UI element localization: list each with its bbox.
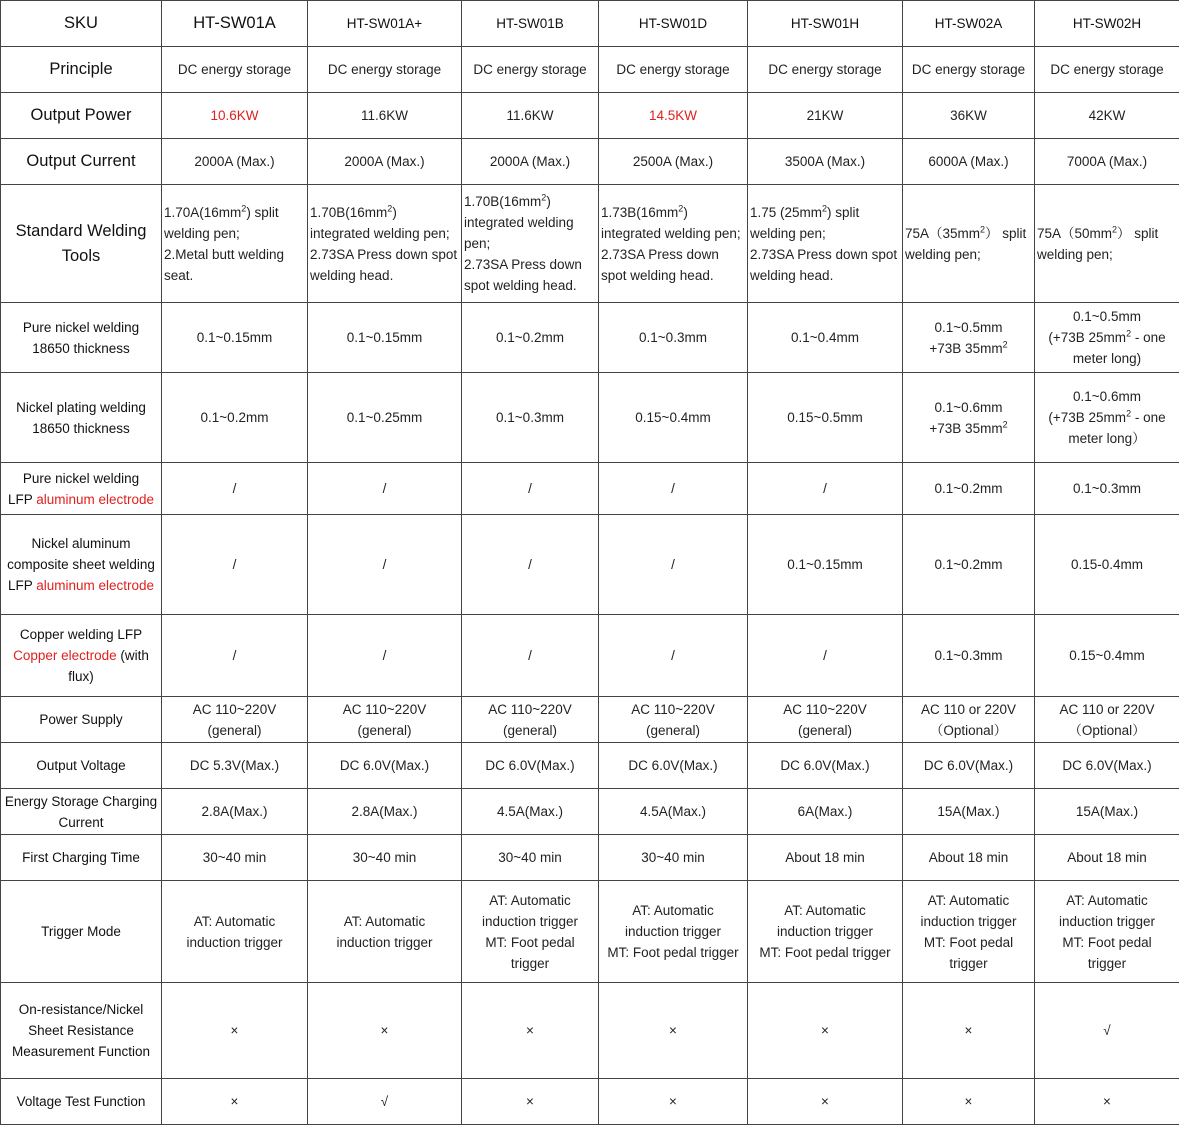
row-sku [1,1,1179,47]
row-label: Output Voltage [1,743,162,789]
row-charging-time [1,835,1179,881]
value-line: 0.1~0.5mm [1073,309,1141,324]
value-line: MT: Foot pedal [1062,934,1152,950]
value-line: AC 110 or 220V [920,701,1017,717]
tool-line: 2.73SA Press down spot welding head. [601,246,719,283]
cell: 0.1~0.3mm [1035,463,1179,515]
cell [903,697,1035,743]
row-label: Output Current [1,139,162,185]
cell: 0.15~0.5mm [748,373,903,463]
cell: / [748,615,903,697]
row-label [1,373,162,463]
value-line: (+73B 25mm [1048,330,1127,345]
tool-line: 1.70B(16mm [310,204,388,220]
cell: 0.1~0.2mm [462,303,599,373]
cell: 7000A (Max.) [1035,139,1179,185]
cell: 0.1~0.15mm [162,303,308,373]
label-line: LFP [7,491,33,507]
cell [748,697,903,743]
value-line: - one [1131,410,1166,425]
cell: 15A(Max.) [1035,789,1179,835]
row-output-power [1,93,1179,139]
cell [462,881,599,983]
cell [599,185,748,303]
label-line: Energy Storage Charging [4,793,158,809]
value-line: 0.1~0.6mm [1073,389,1141,404]
value-line: AC 110~220V [192,701,277,717]
value-line: AT: Automatic [343,913,426,929]
row-label [1,789,162,835]
tool-line: 1.70B(16mm [464,194,542,209]
sku-label: SKU [1,1,162,47]
value-line: induction trigger [1058,913,1156,929]
label-line: 18650 thickness [32,340,130,356]
cell: / [599,615,748,697]
cell: 11.6KW [308,93,462,139]
label-line: On-resistance/Nickel [18,1002,144,1017]
check-mark: √ [308,1079,462,1125]
superscript: 2 [1126,408,1132,419]
label-line: Nickel plating welding [16,399,146,415]
cell: 0.15~0.4mm [1035,615,1179,697]
value-line: (+73B 25mm [1048,410,1127,425]
cell: 0.1~0.2mm [162,373,308,463]
cell [903,881,1035,983]
value-line: trigger [510,955,550,971]
cell: 4.5A(Max.) [599,789,748,835]
cross-mark: × [748,1079,903,1125]
row-on-resistance [1,983,1179,1079]
cell: DC energy storage [1035,47,1179,93]
label-line: composite sheet welding [7,557,155,572]
cell [903,373,1035,463]
value-line: AT: Automatic [193,913,276,929]
row-label: Output Power [1,93,162,139]
cell [462,697,599,743]
cell: 0.1~0.15mm [748,515,903,615]
cell: 15A(Max.) [903,789,1035,835]
label-highlight: aluminum electrode [36,491,155,507]
cell: / [748,463,903,515]
label-line: Sheet Resistance [28,1023,134,1038]
cell: DC 5.3V(Max.) [162,743,308,789]
cell: / [462,515,599,615]
cell: / [462,463,599,515]
cell: / [162,515,308,615]
cell: 0.1~0.4mm [748,303,903,373]
label-line: (with [116,648,149,663]
cell: 2000A (Max.) [462,139,599,185]
label-line: Copper welding LFP [19,627,143,642]
value-line: induction trigger [624,924,722,939]
cross-mark: × [748,983,903,1079]
value-line: (general) [645,722,701,738]
cell [1035,303,1179,373]
row-trigger-mode [1,881,1179,983]
cell: / [308,463,462,515]
cell: 42KW [1035,93,1179,139]
cell: 30~40 min [162,835,308,881]
cell: DC energy storage [599,47,748,93]
row-nickel-plating-18650 [1,373,1179,463]
cross-mark: × [308,983,462,1079]
cell: 30~40 min [308,835,462,881]
row-output-voltage [1,743,1179,789]
tool-line: ) split welding pen; [750,204,860,241]
label-line: Pure nickel welding [22,470,140,486]
cell [903,303,1035,373]
cell [162,697,308,743]
cell: 21KW [748,93,903,139]
cell: DC 6.0V(Max.) [599,743,748,789]
value-line: (general) [207,722,262,738]
tool-line: ) integrated welding pen; [464,194,574,251]
row-power-supply [1,697,1179,743]
cell: 30~40 min [462,835,599,881]
row-label [1,983,162,1079]
cross-mark: × [462,1079,599,1125]
label-line: Measurement Function [11,1044,151,1059]
value-line: - one [1131,330,1166,345]
tool-line: 1.73B(16mm [601,204,679,220]
value-line: trigger [1087,955,1127,971]
model-ht-sw02a: HT-SW02A [903,1,1035,47]
row-label: Principle [1,47,162,93]
superscript: 2 [387,203,393,213]
value-line: AC 110~220V [488,701,572,717]
cell [599,881,748,983]
cell [599,697,748,743]
value-line: +73B 35mm [929,420,1003,436]
superscript: 2 [1112,224,1118,234]
superscript: 2 [1126,328,1132,339]
model-ht-sw02h: HT-SW02H [1035,1,1179,47]
value-line: induction trigger [336,934,433,950]
row-copper-welding [1,615,1179,697]
superscript: 2 [1002,419,1008,429]
tool-line: ) split welding pen; [164,204,279,241]
label-line: Current [58,814,104,830]
tool-line: ) integrated welding pen; [601,204,741,241]
superscript: 2 [1002,339,1008,349]
value-line: 0.1~0.5mm [934,319,1003,335]
row-label: Power Supply [1,697,162,743]
cell: About 18 min [748,835,903,881]
cell [748,881,903,983]
row-principle [1,47,1179,93]
cell: 2.8A(Max.) [308,789,462,835]
value-line: induction trigger [920,913,1017,929]
cell [1035,881,1179,983]
value-line: (general) [357,722,412,738]
cell: / [308,615,462,697]
tool-line: ） split welding pen; [905,225,1027,262]
model-ht-sw01a: HT-SW01A [162,1,308,47]
cell: 6000A (Max.) [903,139,1035,185]
tool-line: 2.Metal butt welding seat. [164,246,285,283]
tool-line: ） split welding pen; [1037,225,1159,262]
cell: / [162,615,308,697]
tool-line: 2.73SA Press down spot welding head. [464,257,582,293]
tool-line: 1.75 (25mm [750,204,823,220]
cell [308,881,462,983]
cross-mark: × [903,1079,1035,1125]
superscript: 2 [541,192,547,203]
superscript: 2 [822,203,828,213]
cell: 0.1~0.2mm [903,463,1035,515]
value-line: induction trigger [481,913,579,929]
model-ht-sw01b: HT-SW01B [462,1,599,47]
value-line: meter long) [1072,351,1142,366]
cell: 0.1~0.2mm [903,515,1035,615]
cell: / [599,515,748,615]
label-line: Pure nickel welding [22,319,140,335]
cell: 2000A (Max.) [308,139,462,185]
row-label [1,615,162,697]
cell: 3500A (Max.) [748,139,903,185]
superscript: 2 [980,224,986,234]
value-line: trigger [949,955,988,971]
row-pure-nickel-lfp [1,463,1179,515]
label-highlight: Copper electrode [13,648,117,663]
label-line: Nickel aluminum [31,536,131,551]
value-line: MT: Foot pedal [485,934,575,950]
value-line: MT: Foot pedal trigger [607,945,739,960]
row-voltage-test [1,1079,1179,1125]
value-line: AT: Automatic [632,903,714,918]
cell: 11.6KW [462,93,599,139]
value-line: MT: Foot pedal [923,934,1014,950]
cross-mark: × [1035,1079,1179,1125]
check-mark: √ [1035,983,1179,1079]
value-line: AC 110 or 220V [1059,701,1155,717]
model-ht-sw01h: HT-SW01H [748,1,903,47]
label-highlight: aluminum electrode [36,578,155,593]
cell [308,185,462,303]
cross-mark: × [462,983,599,1079]
value-line: AC 110~220V [783,701,867,717]
cell: 0.1~0.15mm [308,303,462,373]
cell: About 18 min [903,835,1035,881]
cell: DC 6.0V(Max.) [903,743,1035,789]
cell: 4.5A(Max.) [462,789,599,835]
cross-mark: × [599,983,748,1079]
cell: 36KW [903,93,1035,139]
cell: DC energy storage [308,47,462,93]
row-nickel-aluminum-composite [1,515,1179,615]
value-line: induction trigger [186,934,283,950]
row-label [1,515,162,615]
cell: 2500A (Max.) [599,139,748,185]
cell [903,185,1035,303]
cell: 0.15~0.4mm [599,373,748,463]
tool-line: 2.73SA Press down spot welding head. [750,246,898,283]
cell: DC 6.0V(Max.) [748,743,903,789]
cross-mark: × [903,983,1035,1079]
row-label: Trigger Mode [1,881,162,983]
cell [1035,373,1179,463]
row-label: Voltage Test Function [1,1079,162,1125]
tool-line: 75A（35mm [905,225,981,241]
cell: DC 6.0V(Max.) [462,743,599,789]
cell [748,185,903,303]
value-line: AC 110~220V [342,701,427,717]
cell: 0.1~0.3mm [462,373,599,463]
tool-line: 75A（50mm [1037,225,1113,241]
value-line: AT: Automatic [489,892,571,908]
row-pure-nickel-18650 [1,303,1179,373]
cell: About 18 min [1035,835,1179,881]
row-label [1,303,162,373]
cell: 30~40 min [599,835,748,881]
row-output-current [1,139,1179,185]
cell: / [308,515,462,615]
model-ht-sw01d: HT-SW01D [599,1,748,47]
cross-mark: × [599,1079,748,1125]
cell: / [162,463,308,515]
row-label: Standard Welding Tools [1,185,162,303]
cell: / [599,463,748,515]
value-line: AT: Automatic [927,892,1010,908]
superscript: 2 [241,203,247,213]
value-line: (general) [502,722,558,738]
value-line: +73B 35mm [929,340,1003,356]
tool-line: 1.70A(16mm [164,204,242,220]
cell: 0.1~0.25mm [308,373,462,463]
model-ht-sw01a-plus: HT-SW01A+ [308,1,462,47]
cell [462,185,599,303]
row-charging-current [1,789,1179,835]
cell [162,881,308,983]
tool-line: ) integrated welding pen; [310,204,450,241]
value-line: 0.1~0.6mm [934,399,1003,415]
cross-mark: × [162,983,308,1079]
cell: 2.8A(Max.) [162,789,308,835]
value-line: AC 110~220V [631,701,715,717]
cell: DC 6.0V(Max.) [308,743,462,789]
value-line: AT: Automatic [1066,892,1148,908]
cell-highlight: 14.5KW [599,93,748,139]
cell [1035,697,1179,743]
value-line: AT: Automatic [784,903,866,918]
cell: DC energy storage [903,47,1035,93]
value-line: (general) [797,722,853,738]
cell [308,697,462,743]
label-line: 18650 thickness [32,420,130,436]
cell-highlight: 10.6KW [162,93,308,139]
cell: 2000A (Max.) [162,139,308,185]
cell [162,185,308,303]
value-line: （Optional） [1068,722,1146,738]
row-label: First Charging Time [1,835,162,881]
cell: DC 6.0V(Max.) [1035,743,1179,789]
cell [1035,185,1179,303]
cell: DC energy storage [162,47,308,93]
value-line: MT: Foot pedal trigger [759,945,891,960]
cell: DC energy storage [748,47,903,93]
cell: / [462,615,599,697]
tool-line: 2.73SA Press down spot welding head. [310,246,458,283]
row-standard-welding-tools [1,185,1179,303]
cell: 0.15-0.4mm [1035,515,1179,615]
value-line: induction trigger [776,924,874,939]
label-line: LFP [7,578,33,593]
cross-mark: × [162,1079,308,1125]
cell: 6A(Max.) [748,789,903,835]
label-line: flux) [68,669,94,684]
value-line: （Optional） [929,722,1008,738]
row-label [1,463,162,515]
value-line: meter long） [1068,431,1146,446]
cell: 0.1~0.3mm [599,303,748,373]
cell: DC energy storage [462,47,599,93]
cell: 0.1~0.3mm [903,615,1035,697]
superscript: 2 [678,203,684,213]
